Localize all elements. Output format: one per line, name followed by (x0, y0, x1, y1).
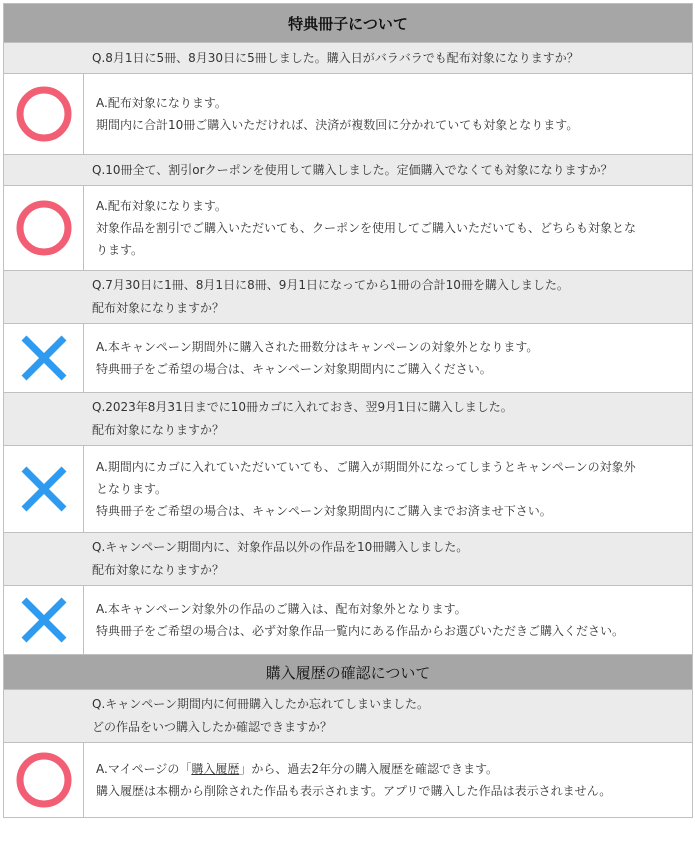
question-row (4, 43, 693, 74)
cross-icon (4, 586, 84, 655)
question-row (4, 533, 693, 586)
answer-text-before: A.マイページの「 (96, 762, 192, 776)
answer-text: ります。 (96, 243, 144, 257)
answer-text: 特典冊子をご希望の場合は、必ず対象作品一覧内にある作品からお選びいただきご購入ください。 (96, 624, 625, 638)
answer-row (4, 186, 693, 271)
question-row (4, 271, 693, 324)
circle-icon (4, 743, 84, 818)
question-text: 配布対象になりますか？ (92, 423, 225, 437)
faq-table (3, 3, 693, 818)
answer-text (96, 758, 682, 780)
answer-text: となります。 (96, 482, 168, 496)
question-text: Q.7月30日に1冊、8月1日に8冊、9月1日になってから1冊の合計10冊を購入しました。 (92, 278, 569, 292)
answer-row (4, 743, 693, 818)
answer-text-after: 」から、過去2年分の購入履歴を確認できます。 (239, 762, 499, 776)
question-text: 配布対象になりますか？ (92, 301, 225, 315)
question-text: Q.キャンペーン期間内に何冊購入したか忘れてしまいました。 (92, 697, 430, 711)
answer-row (4, 74, 693, 155)
section-title: 特典冊子について (4, 4, 693, 43)
circle-icon (4, 74, 84, 155)
purchase-history-link[interactable]: 購入履歴 (191, 762, 240, 776)
question-row (4, 690, 693, 743)
answer-row (4, 586, 693, 655)
question-text: 配布対象になりますか？ (92, 563, 225, 577)
answer-text: 購入履歴は本棚から削除された作品も表示されます。アプリで購入した作品は表示されません。 (96, 784, 612, 798)
answer-text: A.配布対象になります。 (96, 199, 227, 213)
answer-text: 特典冊子をご希望の場合は、キャンペーン対象期間内にご購入ください。 (96, 362, 492, 376)
question-row (4, 155, 693, 186)
question-text: どの作品をいつ購入したか確認できますか？ (92, 720, 333, 734)
question-text: Q.キャンペーン期間内に、対象作品以外の作品を10冊購入しました。 (92, 540, 469, 554)
question-text: Q.2023年8月31日までに10冊カゴに入れておき、翌9月1日に購入しました。 (92, 400, 513, 414)
question-row (4, 393, 693, 446)
answer-text: A.期間内にカゴに入れていただいていても、ご購入が期間外になってしまうとキャンペーンの対象外 (96, 460, 636, 474)
answer-text: A.本キャンペーン期間外に購入された冊数分はキャンペーンの対象外となります。 (96, 340, 539, 354)
answer-text: 期間内に合計10冊ご購入いただければ、決済が複数回に分かれていても対象となります。 (96, 118, 579, 132)
cross-icon (4, 446, 84, 533)
answer-text: A.本キャンペーン対象外の作品のご購入は、配布対象外となります。 (96, 602, 467, 616)
section-header (4, 4, 693, 43)
section-header (4, 655, 693, 690)
circle-icon (4, 186, 84, 271)
answer-text: 特典冊子をご希望の場合は、キャンペーン対象期間内にご購入までお済ませ下さい。 (96, 504, 552, 518)
answer-text: 対象作品を割引でご購入いただいても、クーポンを使用してご購入いただいても、どちらも対象とな (96, 221, 637, 235)
question-text: Q.10冊全て、割引orクーポンを使用して購入しました。定価購入でなくても対象になりますか？ (92, 162, 613, 177)
answer-row (4, 446, 693, 533)
answer-row (4, 324, 693, 393)
cross-icon (4, 324, 84, 393)
section-title: 購入履歴の確認について (4, 655, 693, 690)
answer-text: A.配布対象になります。 (96, 96, 227, 110)
question-text: Q.8月1日に5冊、8月30日に5冊しました。購入日がバラバラでも配布対象になりますか？ (92, 50, 579, 65)
